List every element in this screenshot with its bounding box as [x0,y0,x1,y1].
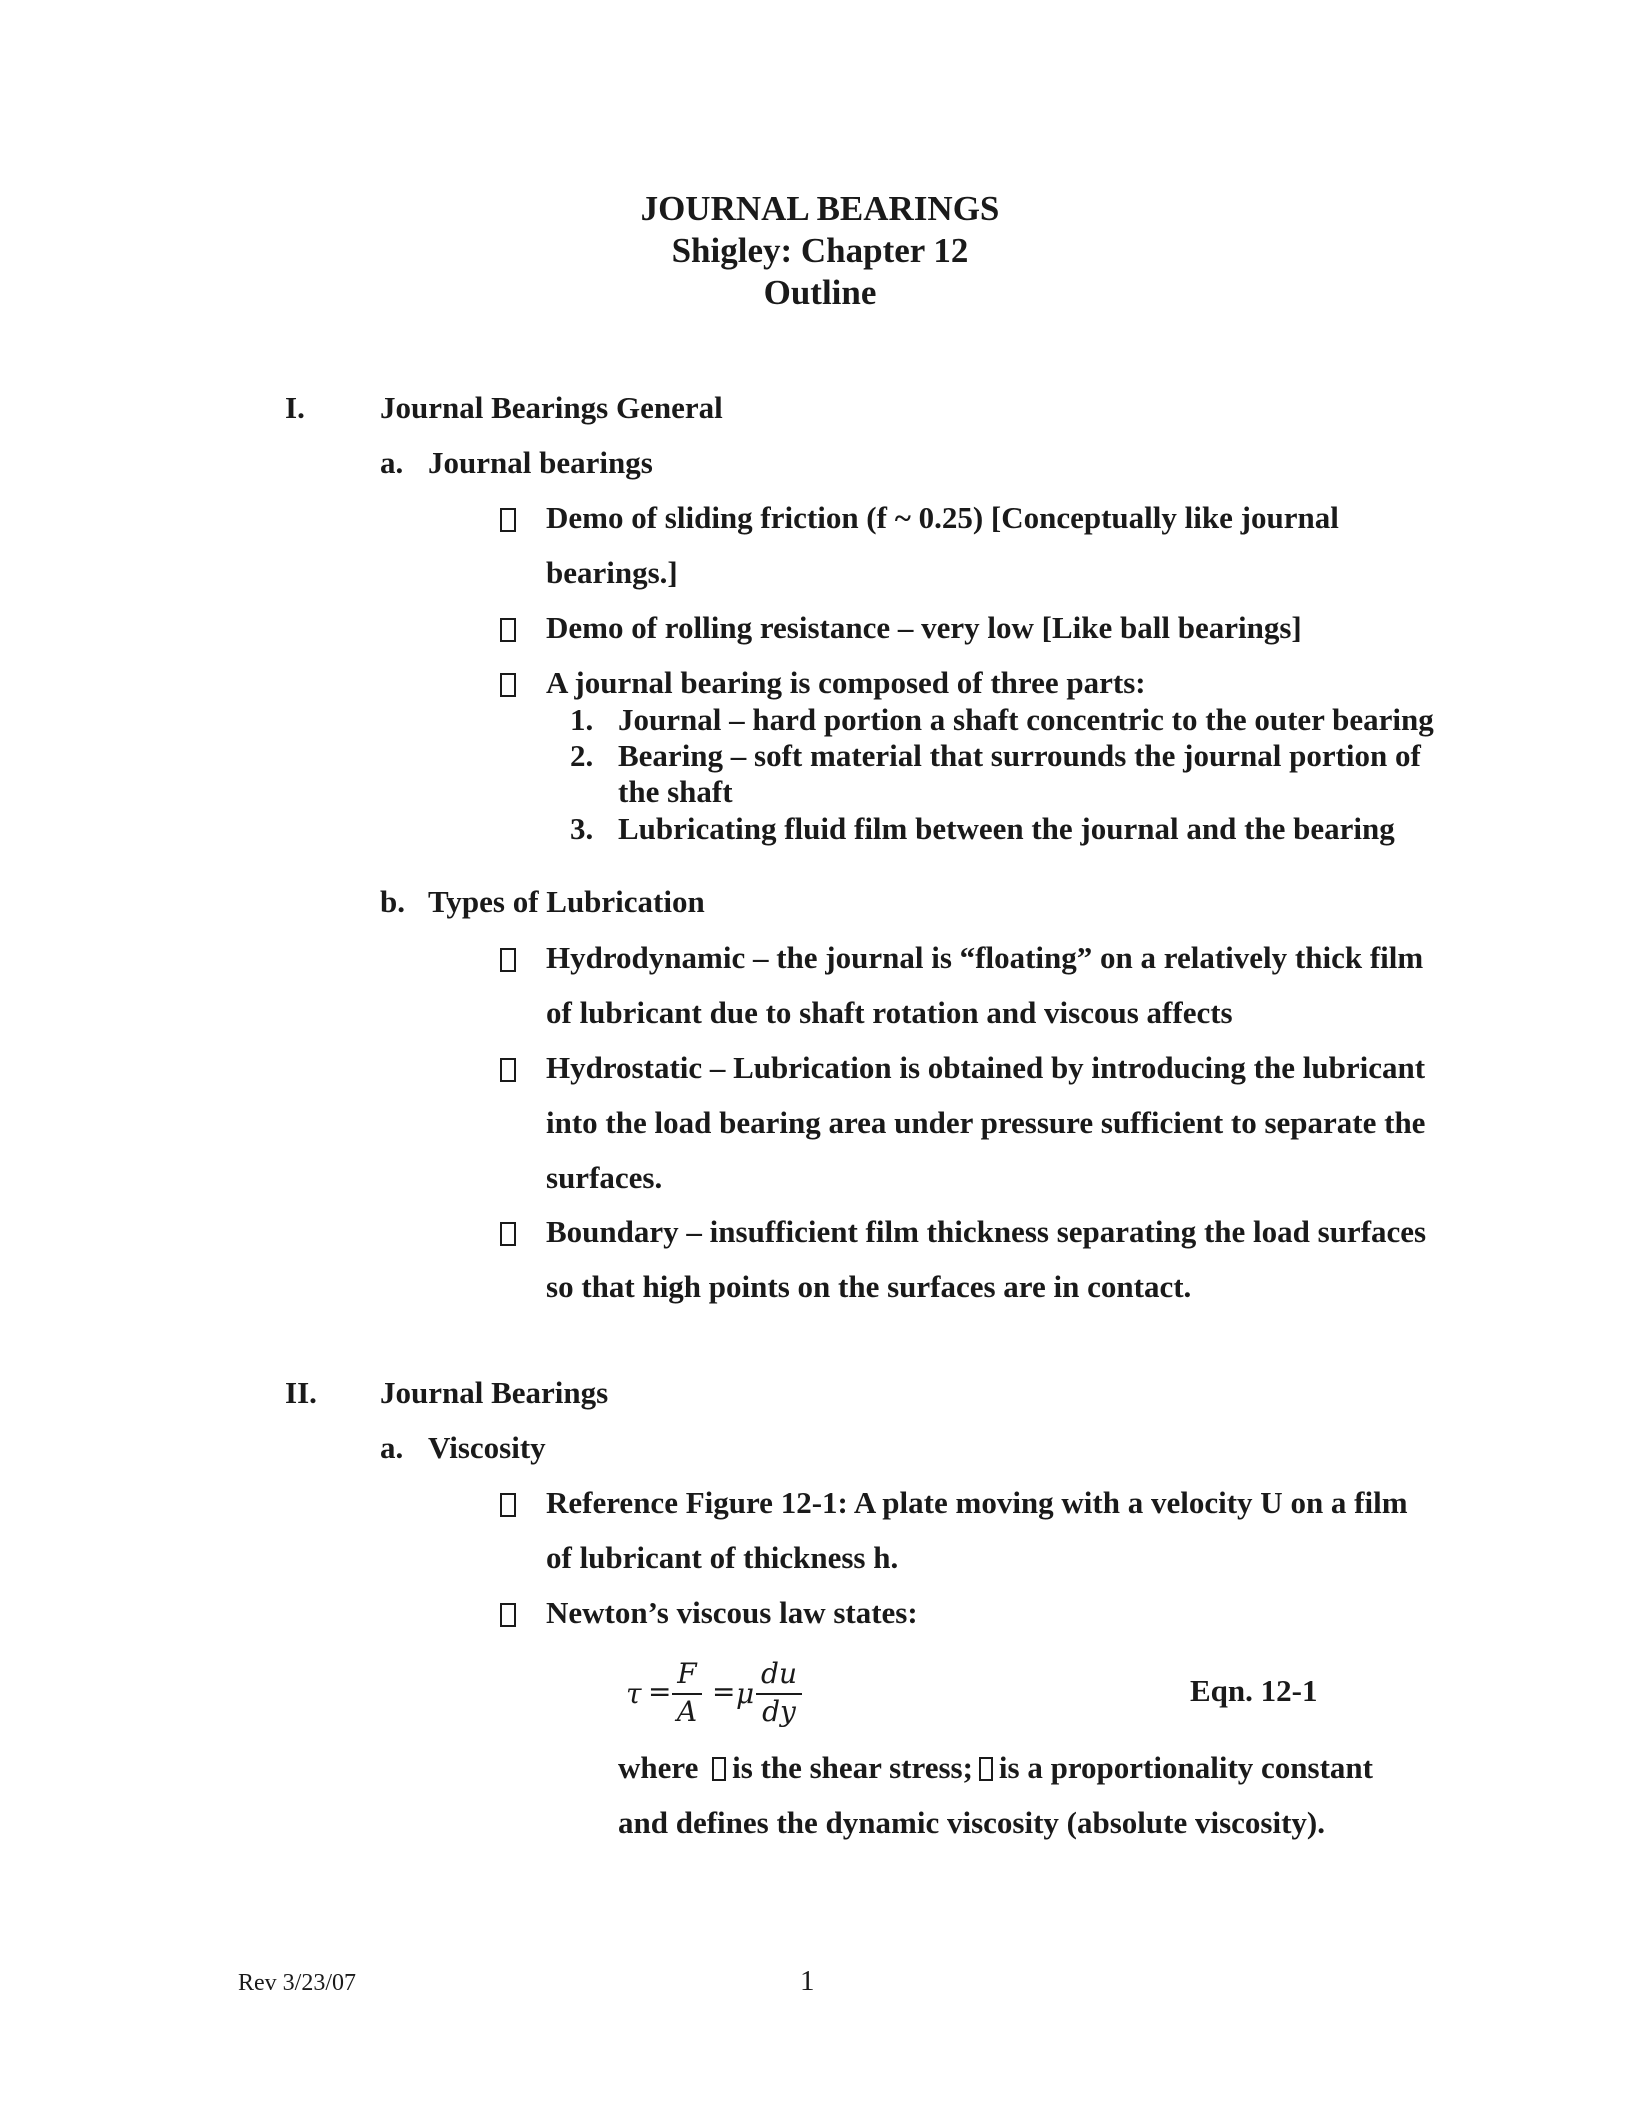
bullet-text: bearings.] [546,555,678,590]
bullet-text: Hydrodynamic – the journal is “floating” on a relatively thick film [546,940,1424,975]
bullet-box-icon [500,948,516,972]
document-subtitle: Shigley: Chapter 12 [671,231,969,270]
bullet-box-icon [500,673,516,697]
bullet-text: Demo of sliding friction (f ~ 0.25) [Conceptually like journal [546,500,1339,535]
bullet-text: of lubricant due to shaft rotation and viscous affects [546,995,1233,1030]
bullet-text: surfaces. [546,1160,663,1195]
footer-revision: Rev 3/23/07 [238,1970,356,1996]
subsection-letter: b. [380,884,405,919]
missing-glyph-icon [712,1757,726,1781]
equation-denominator: dy [762,1695,796,1728]
bullet-text: Boundary – insufficient film thickness separating the load surfaces [546,1214,1427,1249]
equation-fraction-du-over-dy [756,1655,802,1735]
section-number: II. [285,1375,317,1410]
section-title: Journal Bearings [380,1375,609,1410]
numbered-item-number: 1. [570,702,594,737]
bullet-text: Demo of rolling resistance – very low [Like ball bearings] [546,610,1302,645]
equation-tau: τ [626,1677,642,1710]
numbered-item-text: the shaft [618,774,733,809]
title-block [0,188,1640,314]
bullet-text: into the load bearing area under pressure sufficient to separate the [546,1105,1426,1140]
bullet-text: A journal bearing is composed of three parts: [546,665,1146,700]
where-shear-stress: is the shear stress; [732,1750,973,1785]
bullet-box-icon [500,1058,516,1082]
bullet-text: of lubricant of thickness h. [546,1540,899,1575]
where-line-2: and defines the dynamic viscosity (absolute viscosity). [618,1805,1325,1840]
equation-mu: μ [736,1677,755,1710]
where-proportionality: is a proportionality constant [998,1750,1373,1785]
bullet-box-icon [500,508,516,532]
document-outline-label: Outline [763,273,877,312]
numbered-item-text: Journal – hard portion a shaft concentric to the outer bearing [618,702,1434,737]
bullet-box-icon [500,1222,516,1246]
bullet-text: Hydrostatic – Lubrication is obtained by introducing the lubricant [546,1050,1426,1085]
where-line [618,1750,1373,1786]
bullet-box-icon [500,618,516,642]
equation-numerator: du [761,1657,797,1690]
document-title: JOURNAL BEARINGS [640,189,1000,228]
numbered-item-number: 3. [570,811,594,846]
page-number: 1 [800,1965,815,1997]
equation-equals: = [648,1675,672,1708]
equation-fraction-f-over-a [672,1655,702,1735]
bullet-text: so that high points on the surfaces are in contact. [546,1269,1192,1304]
bullet-box-icon [500,1493,516,1517]
subsection-title: Journal bearings [428,445,653,480]
section-number: I. [285,390,305,425]
equation-denominator: A [676,1695,698,1728]
section-title: Journal Bearings General [380,390,723,425]
subsection-title: Viscosity [428,1430,546,1465]
numbered-item-text: Bearing – soft material that surrounds the journal portion of [618,738,1421,773]
numbered-item-number: 2. [570,738,594,773]
numbered-item-text: Lubricating fluid film between the journal and the bearing [618,811,1395,846]
subsection-title: Types of Lubrication [428,884,705,919]
missing-glyph-icon [979,1757,993,1781]
equation-equals: = [712,1675,736,1708]
bullet-box-icon [500,1603,516,1627]
where-word: where [618,1750,707,1785]
subsection-letter: a. [380,445,404,480]
equation-label: Eqn. 12-1 [1190,1673,1318,1708]
bullet-text: Newton’s viscous law states: [546,1595,918,1630]
subsection-letter: a. [380,1430,404,1465]
equation-numerator: F [677,1657,697,1690]
bullet-text: Reference Figure 12-1: A plate moving with a velocity U on a film [546,1485,1408,1520]
